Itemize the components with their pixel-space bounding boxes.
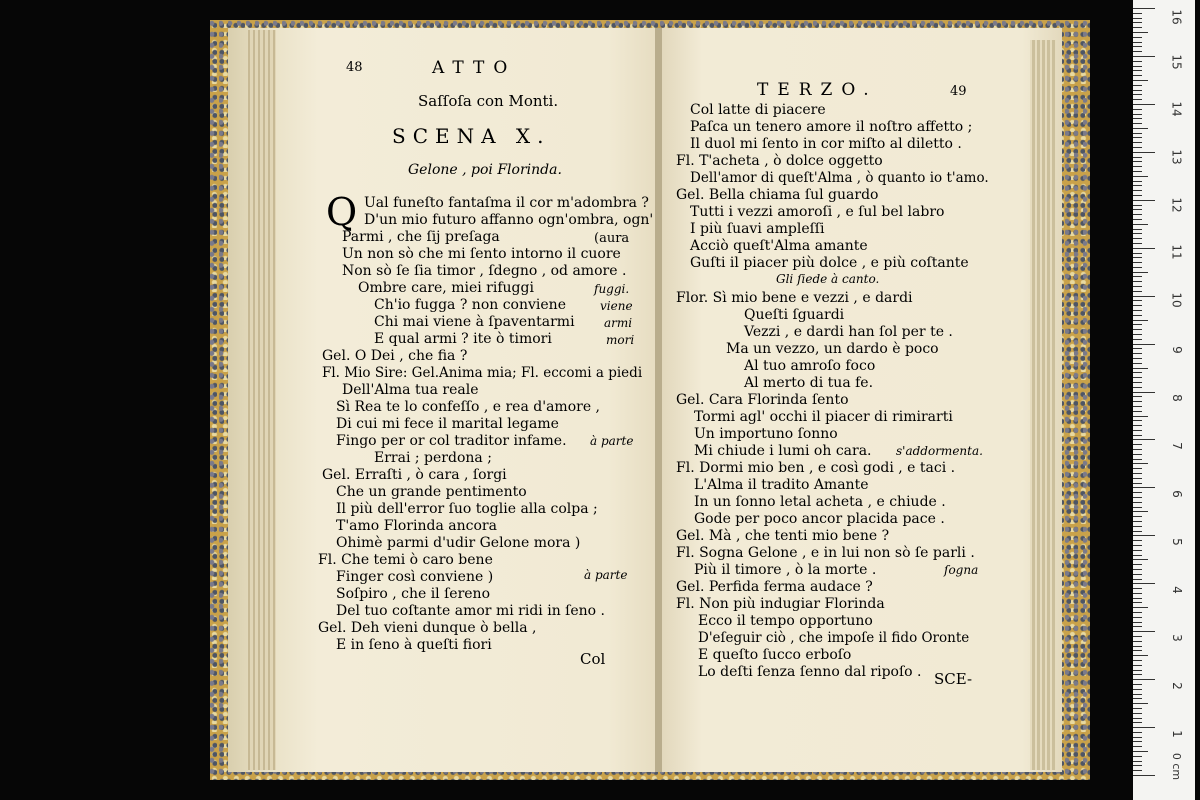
ruler-tick bbox=[1133, 535, 1155, 536]
verse-line: D'eſeguir ciò , che impoſe il fido Oronte bbox=[698, 630, 970, 646]
verse-line: Dell'Alma tua reale bbox=[342, 382, 479, 398]
ruler-tick bbox=[1133, 377, 1142, 378]
verse-line: Gel. Perfida ferma audace ? bbox=[676, 579, 873, 595]
verse-line: Sì Rea te lo confeſſo , e rea d'amore , bbox=[336, 399, 601, 415]
ruler-label: 11 bbox=[1169, 244, 1184, 260]
ruler-tick bbox=[1133, 42, 1142, 43]
ruler-tick bbox=[1133, 631, 1155, 632]
verse-line: Ecco il tempo opportuno bbox=[698, 613, 873, 629]
verse-line: Che un grande pentimento bbox=[336, 484, 527, 500]
ruler-label: 13 bbox=[1169, 149, 1184, 165]
ruler-tick bbox=[1133, 286, 1142, 287]
ruler-tick bbox=[1133, 531, 1142, 532]
ruler-tick bbox=[1133, 655, 1148, 656]
ruler-tick bbox=[1133, 497, 1142, 498]
ruler-tick bbox=[1133, 118, 1142, 119]
ruler-tick bbox=[1133, 66, 1142, 67]
ruler-tick bbox=[1133, 602, 1142, 603]
ruler-tick bbox=[1133, 396, 1142, 397]
verse-line: L'Alma il tradito Amante bbox=[694, 477, 869, 493]
ruler-tick bbox=[1133, 459, 1142, 460]
side-word: armi bbox=[604, 316, 633, 330]
ruler-tick bbox=[1133, 214, 1142, 215]
ruler-tick bbox=[1133, 420, 1142, 421]
side-word: (aura bbox=[594, 231, 630, 246]
ruler-tick bbox=[1133, 305, 1142, 306]
ruler-label: 14 bbox=[1169, 101, 1184, 117]
verse-line: Finger così conviene ) bbox=[336, 569, 494, 585]
left-running-header: ATTO bbox=[432, 58, 517, 78]
verse-line: Il più dell'error ſuo toglie alla colpa ; bbox=[336, 501, 598, 517]
ruler-tick bbox=[1133, 636, 1142, 637]
ruler-tick bbox=[1133, 526, 1142, 527]
verse-line: Un non sò che mi ſento intorno il cuore bbox=[342, 246, 621, 262]
ruler-label: 16 bbox=[1169, 9, 1184, 25]
ruler-tick bbox=[1133, 109, 1142, 110]
ruler-tick bbox=[1133, 646, 1142, 647]
ruler-tick bbox=[1133, 689, 1142, 690]
ruler-tick bbox=[1133, 320, 1148, 321]
ruler-tick bbox=[1133, 713, 1142, 714]
ruler-tick bbox=[1133, 114, 1142, 115]
ruler-tick bbox=[1133, 32, 1148, 33]
ruler-tick bbox=[1133, 622, 1142, 623]
verse-line: Ch'io fugga ? non conviene bbox=[374, 297, 566, 313]
ruler-tick bbox=[1133, 641, 1142, 642]
scene-title: SCENA X. bbox=[392, 124, 551, 148]
ruler-label: 7 bbox=[1169, 442, 1184, 450]
ruler-tick bbox=[1133, 18, 1142, 19]
ruler-tick bbox=[1133, 411, 1142, 412]
ruler-tick bbox=[1133, 27, 1142, 28]
ruler-tick bbox=[1133, 607, 1148, 608]
verse-line: Di cui mi fece il marital legame bbox=[336, 416, 559, 432]
ruler-tick bbox=[1133, 612, 1142, 613]
ruler-tick bbox=[1133, 75, 1142, 76]
ruler-label: 1 bbox=[1169, 730, 1184, 738]
verse-line: E qual armi ? ite ò timori bbox=[374, 331, 552, 347]
ruler-tick bbox=[1133, 468, 1142, 469]
right-running-header: TERZO. bbox=[757, 80, 878, 100]
ruler-label: 10 bbox=[1169, 292, 1184, 308]
ruler-tick bbox=[1133, 291, 1142, 292]
ruler-tick bbox=[1133, 708, 1142, 709]
side-word: viene bbox=[600, 299, 633, 313]
ruler-tick bbox=[1133, 267, 1142, 268]
ruler-tick bbox=[1133, 195, 1142, 196]
ruler-tick bbox=[1133, 229, 1142, 230]
verse-line: Fl. Dormi mio ben , e così godi , e taci . bbox=[676, 460, 956, 476]
ruler-tick bbox=[1133, 516, 1142, 517]
ruler-tick bbox=[1133, 727, 1155, 728]
ruler-tick bbox=[1133, 660, 1142, 661]
ruler-tick bbox=[1133, 205, 1142, 206]
ruler-tick bbox=[1133, 8, 1155, 9]
verse-line: Queſti ſguardi bbox=[744, 307, 845, 323]
ruler-tick bbox=[1133, 588, 1142, 589]
ruler-tick bbox=[1133, 142, 1142, 143]
verse-line: Un importuno ſonno bbox=[694, 426, 838, 442]
verse-line: Ma un vezzo, un dardo è poco bbox=[726, 341, 939, 357]
ruler-tick bbox=[1133, 363, 1142, 364]
ruler-tick bbox=[1133, 185, 1142, 186]
verse-line: Fingo per or col traditor infame. bbox=[336, 433, 567, 449]
verse-line: Ual funeſto fantaſma il cor m'adombra ? bbox=[364, 195, 649, 211]
verse-line: Gel. O Dei , che fia ? bbox=[322, 348, 468, 364]
ruler-tick bbox=[1133, 492, 1142, 493]
ruler-tick bbox=[1133, 703, 1148, 704]
verse-line: Fl. Mio Sire: Gel.Anima mia; Fl. eccomi a piedi bbox=[322, 365, 643, 381]
verse-line: Al tuo amroſo foco bbox=[744, 358, 876, 374]
ruler-tick bbox=[1133, 718, 1142, 719]
ruler-tick bbox=[1133, 157, 1142, 158]
ruler-tick bbox=[1133, 598, 1142, 599]
ruler-tick bbox=[1133, 593, 1142, 594]
side-word: fuggi. bbox=[594, 282, 630, 296]
ruler-tick bbox=[1133, 238, 1142, 239]
ruler-tick bbox=[1133, 161, 1142, 162]
verse-line: E in ſeno à queſti fiori bbox=[336, 637, 492, 653]
verse-line: Gel. Deh vieni dunque ò bella , bbox=[318, 620, 537, 636]
verse-line: Parmi , che ſij preſaga bbox=[342, 229, 500, 245]
ruler-tick bbox=[1133, 679, 1155, 680]
ruler-tick bbox=[1133, 737, 1142, 738]
ruler-tick bbox=[1133, 276, 1142, 277]
verse-line: Il duol mi ſento in cor miſto al diletto . bbox=[690, 136, 962, 152]
ruler-tick bbox=[1133, 387, 1142, 388]
ruler-tick bbox=[1133, 128, 1148, 129]
ruler-tick bbox=[1133, 262, 1142, 263]
right-page-number: 49 bbox=[950, 84, 967, 99]
ruler-tick bbox=[1133, 392, 1155, 393]
verse-line: Col latte di piacere bbox=[690, 102, 826, 118]
ruler-tick bbox=[1133, 181, 1142, 182]
ruler-tick bbox=[1133, 190, 1142, 191]
ruler-tick bbox=[1133, 564, 1142, 565]
drop-cap: Q bbox=[326, 190, 358, 234]
ruler-tick bbox=[1133, 353, 1142, 354]
stage-direction-aside: à parte bbox=[590, 434, 634, 448]
ruler-tick bbox=[1133, 540, 1142, 541]
ruler-tick bbox=[1133, 248, 1155, 249]
ruler-tick bbox=[1133, 751, 1148, 752]
ruler-tick bbox=[1133, 253, 1142, 254]
ruler-tick bbox=[1133, 430, 1142, 431]
ruler-tick bbox=[1133, 416, 1148, 417]
ruler-tick bbox=[1133, 425, 1142, 426]
ruler-tick bbox=[1133, 123, 1142, 124]
ruler-tick bbox=[1133, 324, 1142, 325]
verse-line: E queſto ſucco erboſo bbox=[698, 647, 852, 663]
ruler-tick bbox=[1133, 300, 1142, 301]
verse-line: Più il timore , ò la morte . bbox=[694, 562, 877, 578]
ruler-tick bbox=[1133, 665, 1142, 666]
verse-line: Guſti il piacer più dolce , e più coſtante bbox=[690, 255, 969, 271]
ruler-label: 8 bbox=[1169, 394, 1184, 402]
ruler-tick bbox=[1133, 545, 1142, 546]
ruler-tick bbox=[1133, 209, 1142, 210]
verse-line: Fl. Non più indugiar Florinda bbox=[676, 596, 885, 612]
ruler-tick bbox=[1133, 80, 1148, 81]
verse-line: Chi mai viene à ſpaventarmi bbox=[374, 314, 575, 330]
ruler-tick bbox=[1133, 233, 1142, 234]
ruler-tick bbox=[1133, 243, 1142, 244]
ruler-tick bbox=[1133, 166, 1142, 167]
ruler-tick bbox=[1133, 583, 1155, 584]
scene-setting: Saſſoſa con Monti. bbox=[418, 92, 559, 110]
verse-line: Ohimè parmi d'udir Gelone mora ) bbox=[336, 535, 581, 551]
ruler-tick bbox=[1133, 13, 1142, 14]
ruler-label: 6 bbox=[1169, 490, 1184, 498]
ruler-tick bbox=[1133, 329, 1142, 330]
ruler-tick bbox=[1133, 281, 1142, 282]
ruler-tick bbox=[1133, 368, 1148, 369]
ruler-tick bbox=[1133, 722, 1142, 723]
verse-line: Vezzi , e dardi han ſol per te . bbox=[744, 324, 953, 340]
ruler-label: 15 bbox=[1169, 54, 1184, 70]
ruler-tick bbox=[1133, 334, 1142, 335]
ruler-tick bbox=[1133, 574, 1142, 575]
verse-line: Gel. Bella chiama ſul guardo bbox=[676, 187, 879, 203]
verse-line: Non sò ſe ſia timor , ſdegno , od amore . bbox=[342, 263, 627, 279]
ruler-tick bbox=[1133, 315, 1142, 316]
ruler-tick bbox=[1133, 439, 1155, 440]
verse-line: Ombre care, miei rifuggi bbox=[358, 280, 534, 296]
ruler-tick bbox=[1133, 37, 1142, 38]
right-catchword: SCE- bbox=[934, 670, 973, 688]
ruler-tick bbox=[1133, 99, 1142, 100]
verse-line: Lo deſti ſenza ſenno dal ripoſo . bbox=[698, 664, 922, 680]
ruler-tick bbox=[1133, 775, 1155, 776]
verse-line: Dell'amor di queſt'Alma , ò quanto io t'amo. bbox=[690, 170, 989, 186]
ruler-tick bbox=[1133, 401, 1142, 402]
ruler-tick bbox=[1133, 650, 1142, 651]
left-page-edges bbox=[248, 30, 276, 770]
ruler-tick bbox=[1133, 670, 1142, 671]
ruler-tick bbox=[1133, 90, 1142, 91]
ruler-tick bbox=[1133, 756, 1142, 757]
ruler-tick bbox=[1133, 507, 1142, 508]
ruler-tick bbox=[1133, 449, 1142, 450]
right-page-edges bbox=[1030, 40, 1056, 770]
ruler-tick bbox=[1133, 626, 1142, 627]
ruler-label: 9 bbox=[1169, 346, 1184, 354]
ruler-tick bbox=[1133, 339, 1142, 340]
stage-direction: ſogna bbox=[944, 563, 979, 577]
ruler-tick bbox=[1133, 765, 1142, 766]
ruler-label: 3 bbox=[1169, 634, 1184, 642]
stage-direction-aside: à parte bbox=[584, 568, 628, 582]
ruler-tick bbox=[1133, 473, 1142, 474]
ruler-tick bbox=[1133, 435, 1142, 436]
ruler-unit: 0 cm bbox=[1170, 752, 1184, 781]
ruler-tick bbox=[1133, 746, 1142, 747]
ruler-tick bbox=[1133, 104, 1155, 105]
ruler-tick bbox=[1133, 310, 1142, 311]
verse-line: Mi chiude i lumi oh cara. bbox=[694, 443, 872, 459]
ruler-tick bbox=[1133, 770, 1142, 771]
measuring-ruler bbox=[1133, 0, 1195, 800]
verse-line: Gel. Mà , che tenti mio bene ? bbox=[676, 528, 890, 544]
ruler-tick bbox=[1133, 550, 1142, 551]
ruler-tick bbox=[1133, 444, 1142, 445]
verse-line: Tutti i vezzi amoroſi , e ſul bel labro bbox=[690, 204, 945, 220]
verse-line: Al merto di tua fe. bbox=[744, 375, 874, 391]
ruler-tick bbox=[1133, 56, 1155, 57]
verse-line: Flor. Sì mio bene e vezzi , e dardi bbox=[676, 290, 913, 306]
ruler-tick bbox=[1133, 70, 1142, 71]
ruler-tick bbox=[1133, 483, 1142, 484]
ruler-tick bbox=[1133, 46, 1142, 47]
ruler-tick bbox=[1133, 674, 1142, 675]
ruler-tick bbox=[1133, 200, 1155, 201]
ruler-label: 4 bbox=[1169, 586, 1184, 594]
ruler-tick bbox=[1133, 147, 1142, 148]
ruler-tick bbox=[1133, 761, 1142, 762]
ruler-tick bbox=[1133, 698, 1142, 699]
ruler-tick bbox=[1133, 559, 1148, 560]
ruler-tick bbox=[1133, 171, 1142, 172]
ruler-tick bbox=[1133, 348, 1142, 349]
ruler-tick bbox=[1133, 511, 1148, 512]
ruler-tick bbox=[1133, 406, 1142, 407]
verse-line: Fl. T'acheta , ò dolce oggetto bbox=[676, 153, 883, 169]
verse-line: In un ſonno letal acheta , e chiude . bbox=[694, 494, 946, 510]
verse-line: D'un mio futuro affanno ogn'ombra, ogn' bbox=[364, 212, 654, 228]
verse-line: Fl. Che temi ò caro bene bbox=[318, 552, 493, 568]
verse-line: Gel. Cara Florinda ſento bbox=[676, 392, 849, 408]
ruler-tick bbox=[1133, 487, 1155, 488]
ruler-tick bbox=[1133, 732, 1142, 733]
ruler-tick bbox=[1133, 684, 1142, 685]
ruler-tick bbox=[1133, 344, 1155, 345]
ruler-tick bbox=[1133, 502, 1142, 503]
ruler-tick bbox=[1133, 272, 1148, 273]
ruler-label: 2 bbox=[1169, 682, 1184, 690]
ruler-tick bbox=[1133, 478, 1142, 479]
ruler-tick bbox=[1133, 51, 1142, 52]
ruler-tick bbox=[1133, 382, 1142, 383]
ruler-tick bbox=[1133, 741, 1142, 742]
verse-line: Soſpiro , che il ſereno bbox=[336, 586, 490, 602]
left-page-number: 48 bbox=[346, 60, 363, 75]
ruler-tick bbox=[1133, 555, 1142, 556]
ruler-tick bbox=[1133, 85, 1142, 86]
verse-line: Gel. Erraſti , ò cara , ſorgi bbox=[322, 467, 507, 483]
ruler-tick bbox=[1133, 152, 1155, 153]
scene-characters: Gelone , poi Florinda. bbox=[408, 162, 562, 178]
ruler-tick bbox=[1133, 521, 1142, 522]
ruler-label: 12 bbox=[1169, 197, 1184, 213]
verse-line: I più ſuavi ampleſſi bbox=[690, 221, 825, 237]
verse-line: Paſca un tenero amore il noſtro affetto ; bbox=[690, 119, 973, 135]
ruler-tick bbox=[1133, 133, 1142, 134]
ruler-tick bbox=[1133, 694, 1142, 695]
ruler-tick bbox=[1133, 176, 1148, 177]
ruler-tick bbox=[1133, 22, 1142, 23]
ruler-tick bbox=[1133, 257, 1142, 258]
verse-line: Acciò queſt'Alma amante bbox=[690, 238, 868, 254]
verse-line: Del tuo coſtante amor mi ridi in ſeno . bbox=[336, 603, 605, 619]
ruler-tick bbox=[1133, 454, 1142, 455]
ruler-tick bbox=[1133, 94, 1142, 95]
stage-direction: Gli ſiede à canto. bbox=[776, 272, 880, 286]
ruler-tick bbox=[1133, 358, 1142, 359]
ruler-label: 5 bbox=[1169, 538, 1184, 546]
side-word: mori bbox=[606, 333, 635, 347]
ruler-tick bbox=[1133, 372, 1142, 373]
ruler-tick bbox=[1133, 219, 1142, 220]
verse-line: Fl. Sogna Gelone , e in lui non sò ſe parli . bbox=[676, 545, 975, 561]
ruler-tick bbox=[1133, 296, 1155, 297]
verse-line: Errai ; perdona ; bbox=[374, 450, 492, 466]
ruler-tick bbox=[1133, 137, 1142, 138]
verse-line: Gode per poco ancor placida pace . bbox=[694, 511, 945, 527]
verse-line: T'amo Florinda ancora bbox=[336, 518, 497, 534]
ruler-tick bbox=[1133, 224, 1148, 225]
ruler-tick bbox=[1133, 61, 1142, 62]
ruler-tick bbox=[1133, 579, 1142, 580]
ruler-tick bbox=[1133, 617, 1142, 618]
ruler-tick bbox=[1133, 569, 1142, 570]
ruler-tick bbox=[1133, 463, 1148, 464]
stage-direction: s'addormenta. bbox=[896, 444, 983, 458]
verse-line: Tormi agl' occhi il piacer di rimirarti bbox=[694, 409, 953, 425]
left-catchword: Col bbox=[580, 650, 606, 668]
